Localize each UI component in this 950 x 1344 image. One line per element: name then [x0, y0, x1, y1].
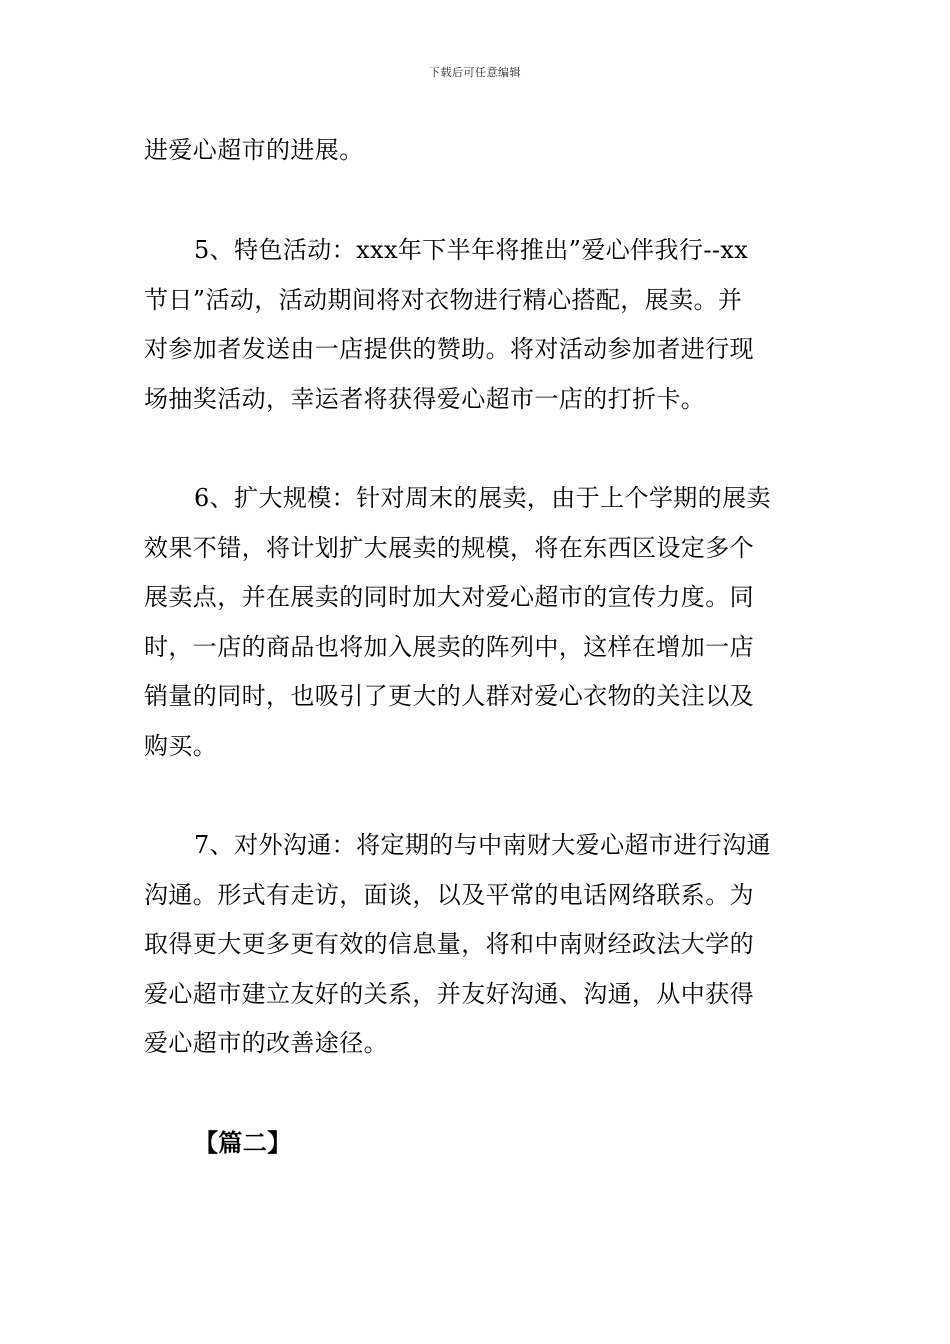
paragraph-continuation — [144, 126, 808, 176]
paragraph-line: 场抽奖活动，幸运者将获得爱心超市一店的打折卡。 — [144, 384, 706, 413]
paragraph-line: 效果不错，将计划扩大展卖的规模，将在东西区设定多个 — [144, 533, 754, 562]
paragraph-line: 展卖点，并在展卖的同时加大对爱心超市的宣传力度。同 — [144, 583, 754, 612]
paragraph-line: 爱心超市建立友好的关系，并友好沟通、沟通，从中获得 — [144, 979, 754, 1008]
paragraph-special-activity — [144, 226, 808, 424]
paragraph-line: 7、对外沟通：将定期的与中南财大爱心超市进行沟通 — [194, 831, 771, 859]
section-title: 【篇二】 — [194, 1128, 292, 1157]
paragraph-line: 5、特色活动：xxx年下半年将推出”爱心伴我行--xx — [194, 236, 749, 264]
paragraph-line: 沟通。形式有走访，面谈，以及平常的电话网络联系。为 — [144, 880, 754, 909]
paragraph-line: 销量的同时，也吸引了更大的人群对爱心衣物的关注以及 — [144, 682, 754, 711]
paragraph-line: 购买。 — [144, 731, 218, 760]
paragraph-line: 进爱心超市的进展。 — [144, 136, 364, 164]
header-note: 下载后可任意编辑 — [429, 66, 521, 79]
paragraph-line: 时，一店的商品也将加入展卖的阵列中，这样在增加一店 — [144, 632, 754, 661]
paragraph-expand-scale — [144, 474, 808, 772]
paragraph-line: 取得更大更多更有效的信息量，将和中南财经政法大学的 — [144, 930, 754, 959]
paragraph-line: 6、扩大规模：针对周末的展卖，由于上个学期的展卖 — [194, 484, 771, 512]
paragraph-line: 爱心超市的改善途径。 — [144, 1029, 388, 1058]
paragraph-external-communication — [144, 821, 808, 1069]
paragraph-line: 节日”活动，活动期间将对衣物进行精心搭配，展卖。并 — [144, 285, 743, 314]
paragraph-line: 对参加者发送由一店提供的赞助。将对活动参加者进行现 — [144, 335, 754, 364]
